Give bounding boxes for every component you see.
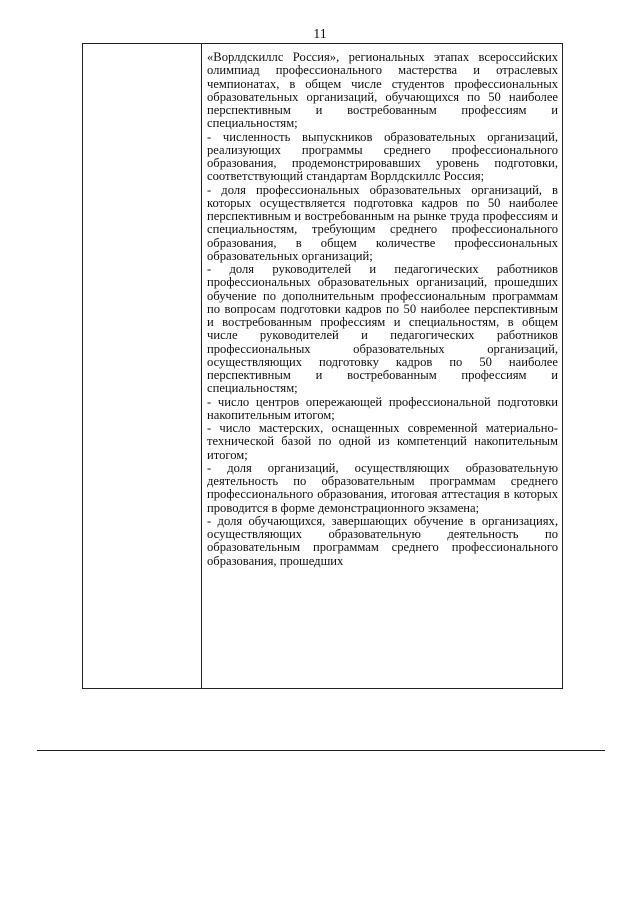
paragraph: «Ворлдскиллс Россия», региональных этапах всероссийских олимпиад профессионального мастерства и отраслевых чемпионатах, в общем числе студентов профессиональных образовательных организаций, обучающихся по 50 наиболее перспективным и востребованным профессиям и специальностям; — [207, 50, 558, 131]
column-divider — [201, 44, 202, 688]
indicators-cell — [207, 51, 558, 568]
page-number: 11 — [313, 27, 327, 42]
paragraph: - доля обучающихся, завершающих обучение в организациях, осуществляющих образовательную деятельность по образовательным программам среднего профессионального образования, прошедших — [207, 513, 558, 568]
paragraph: - доля руководителей и педагогических работников профессиональных образовательных организаций, прошедших обучение по дополнительным профессиональным программам по вопросам подготовки кадров по 50 наиболее перспективным и востребованным профессиям и специальностям, в общем числе руководителей и педагогических работников профессиональных образовательных организаций, осуществляющих подготовку кадров по 50 наиболее перспективным и востребованным профессиям и специальностям; — [207, 262, 558, 396]
paragraph: - доля профессиональных образовательных организаций, в которых осуществляется подготовка кадров по 50 наиболее перспективным и востребованным на рынке труда профессиям и специальностям, требующим среднего профессионального образования, в общем количестве профессиональных образовательных организаций; — [207, 182, 558, 263]
paragraph: - число центров опережающей профессиональной подготовки накопительным итогом; — [207, 394, 558, 422]
paragraph: - численность выпускников образовательных организаций, реализующих программы среднего профессионального образования, продемонстрировавших уровень подготовки, соответствующий стандартам Ворлдскиллс Россия; — [207, 129, 558, 184]
paragraph: - число мастерских, оснащенных современной материально-технической базой по одной из компетенций накопительным итогом; — [207, 421, 558, 462]
paragraph: - доля организаций, осуществляющих образовательную деятельность по образовательным программам среднего профессионального образования, итоговая аттестация в которых проводится в форме демонстрационного экзамена; — [207, 460, 558, 515]
footer-rule — [37, 750, 605, 751]
indicators-table — [82, 43, 563, 689]
